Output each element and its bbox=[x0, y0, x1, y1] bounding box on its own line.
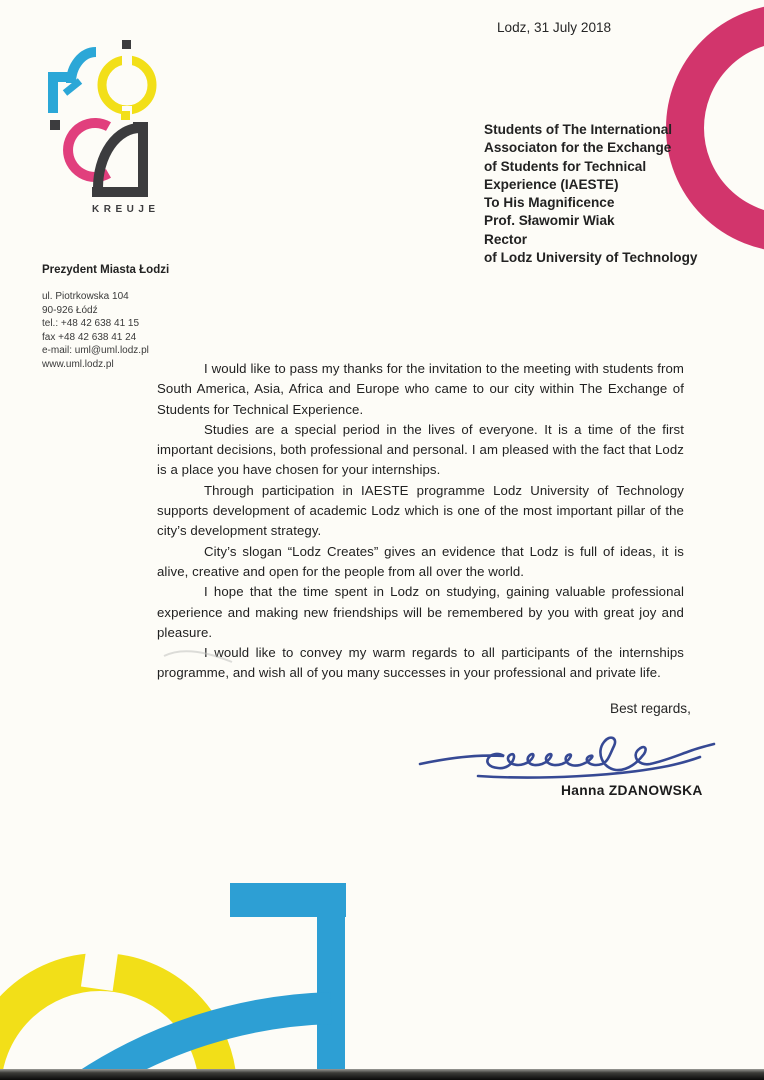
sender-title: Prezydent Miasta Łodzi bbox=[42, 264, 170, 276]
signature-handwriting bbox=[418, 724, 718, 786]
sender-block bbox=[42, 264, 212, 372]
body-paragraph: City’s slogan “Lodz Creates” gives an evidence that Lodz is full of ideas, it is alive, creative and open for the people from all over the world. bbox=[157, 543, 684, 579]
letter-body bbox=[157, 359, 684, 684]
sender-address-line: ul. Piotrkowska 104 bbox=[42, 291, 129, 302]
body-paragraph: I would like to convey my warm regards to all participants of the internships programme, and wish all of you many successes in your professional and private life. bbox=[157, 645, 684, 681]
recipient-line: Experience (IAESTE) bbox=[484, 176, 619, 192]
bottom-letters-decoration bbox=[0, 855, 400, 1080]
recipient-line: Rector bbox=[484, 231, 528, 247]
recipient-line: Associaton for the Exchange bbox=[484, 140, 672, 156]
recipient-line: of Students for Technical bbox=[484, 158, 647, 174]
scan-edge-bottom bbox=[0, 1069, 764, 1080]
body-paragraph: Through participation in IAESTE programme Lodz University of Technology supports development of academic Lodz which is one of the most important pillar of the city’s development strategy. bbox=[157, 482, 684, 539]
sender-address-line: 90-926 Łódź bbox=[42, 304, 98, 316]
lodz-logo-icon bbox=[38, 36, 158, 202]
recipient-block bbox=[484, 121, 697, 267]
sender-email-line: e-mail: uml@uml.lodz.pl bbox=[42, 345, 149, 357]
recipient-line: To His Magnificence bbox=[484, 195, 615, 211]
logo-letter-l-icon bbox=[48, 52, 96, 113]
logo-letter-z-icon bbox=[92, 122, 148, 197]
sender-website-line: www.uml.lodz.pl bbox=[42, 358, 114, 370]
date-line: Lodz, 31 July 2018 bbox=[497, 20, 612, 35]
body-paragraph: I would like to pass my thanks for the invitation to the meeting with students from South America, Asia, Africa and Europe who came to our city within The Exchange of Students for Technical Experience. bbox=[157, 361, 684, 417]
body-paragraph: Studies are a special period in the lives of everyone. It is a time of the first important decisions, both professional and personal. I am pleased with the fact that Lodz is a place you have chosen for your internships. bbox=[157, 421, 684, 478]
valediction: Best regards, bbox=[610, 701, 691, 716]
recipient-line: of Lodz University of Technology bbox=[484, 250, 698, 266]
sender-fax-line: fax +48 42 638 41 24 bbox=[42, 331, 137, 343]
sender-phone-line: tel.: +48 42 638 41 15 bbox=[42, 318, 140, 330]
scan-scratch-mark bbox=[160, 642, 240, 668]
recipient-line: Students of The International bbox=[484, 122, 673, 137]
lodz-kreuje-logo bbox=[38, 36, 158, 226]
recipient-line: Prof. Sławomir Wiak bbox=[484, 213, 615, 229]
body-paragraph: I hope that the time spent in Lodz on studying, gaining valuable professional experience and making new friendships will be remembered by you with great joy and pleasure. bbox=[157, 584, 684, 640]
signatory-name: Hanna ZDANOWSKA bbox=[561, 783, 703, 798]
logo-letter-o-icon bbox=[102, 40, 152, 120]
logo-wordmark: KREUJE bbox=[92, 204, 160, 215]
